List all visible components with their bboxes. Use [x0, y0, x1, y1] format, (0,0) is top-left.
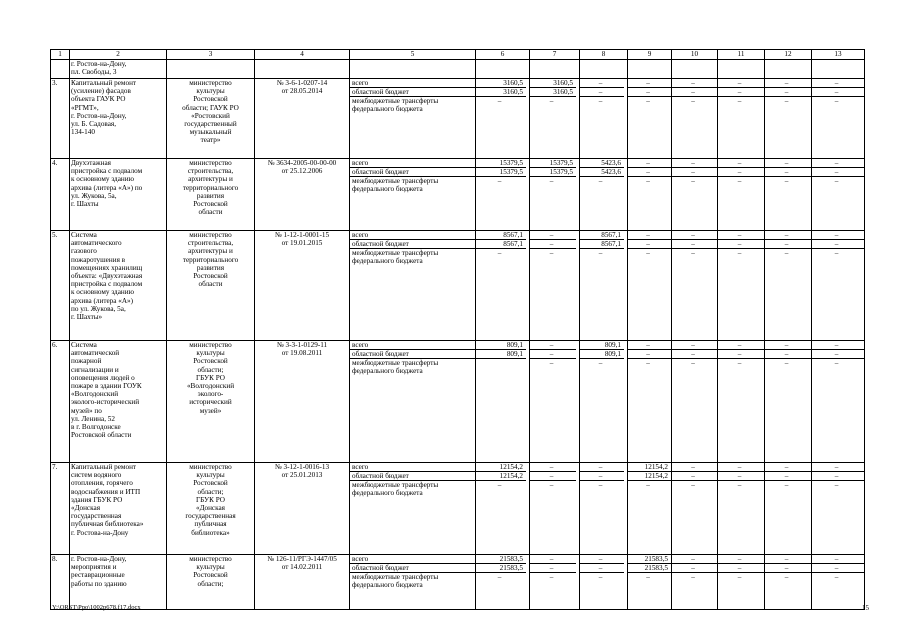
- funding-value: –: [812, 463, 864, 472]
- column-number: 6: [476, 50, 530, 60]
- value-cell: [765, 159, 812, 231]
- document-number: № 3-6-1-0207-14 от 28.05.2014: [255, 79, 350, 159]
- funding-value: –: [672, 159, 717, 168]
- funding-value: –: [718, 79, 764, 88]
- continuation-row: [51, 60, 865, 79]
- funding-value: –: [784, 573, 789, 581]
- funding-value: 809,1: [476, 350, 526, 359]
- funding-value: –: [672, 350, 717, 359]
- object-name: Система автоматического газового пожаротушения в помещениях хранилищ объекта: «Двухэтажная пристройка с подвалом к основному зданию архива (литера «А») по ул. Жукова, 5а, г. Шахты»: [70, 231, 167, 341]
- funding-value: –: [765, 472, 811, 481]
- funding-sources: [350, 341, 476, 463]
- funding-value: –: [691, 573, 695, 581]
- footer-page-number: 15: [862, 604, 869, 612]
- funding-source-label: областной бюджет: [350, 168, 475, 177]
- value-cell: [580, 555, 628, 610]
- value-cell: [812, 231, 865, 341]
- value-cell: [476, 231, 530, 341]
- value-cell: [628, 79, 672, 159]
- value-cell: [672, 463, 718, 555]
- funding-value: –: [497, 481, 502, 489]
- funding-value: 5423,6: [580, 159, 624, 168]
- funding-value: –: [549, 177, 554, 185]
- funding-value: –: [530, 463, 576, 472]
- funding-value: 809,1: [476, 341, 526, 350]
- value-cell: [672, 341, 718, 463]
- object-name: Капитальный ремонт систем водяного отопления, горячего водоснабжения и ИТП здания ГБУК РО «Донская государственная публичная библиотека» г. Ростова-на-Дону: [70, 463, 167, 555]
- value-cell: [812, 341, 865, 463]
- funding-value: –: [812, 472, 864, 481]
- funding-value: –: [784, 481, 789, 489]
- funding-value: –: [718, 168, 764, 177]
- value-cell: [672, 79, 718, 159]
- value-cell: [672, 555, 718, 610]
- object-name: Система автоматической пожарной сигнализации и оповещения людей о пожаре в здании ГОУК «Волгодонский эколого-исторический музей» по ул. Ленина, 52 в г. Волгодонске Ростовской области: [70, 341, 167, 463]
- funding-value: 12154,2: [476, 463, 526, 472]
- customer-name: министерство строительства, архитектуры и территориального развития Ростовской области: [167, 231, 255, 341]
- document-number: № 1-12-1-0001-15 от 19.01.2015: [255, 231, 350, 341]
- funding-value: –: [549, 359, 554, 367]
- document-number: № 3-3-1-0129-11 от 19.08.2011: [255, 341, 350, 463]
- funding-value: –: [718, 472, 764, 481]
- funding-source-label: всего: [350, 79, 475, 88]
- funding-value: –: [672, 231, 717, 240]
- value-cell: [765, 79, 812, 159]
- funding-value: –: [691, 481, 695, 489]
- funding-value: –: [672, 341, 717, 350]
- funding-value: –: [718, 159, 764, 168]
- funding-value: 8567,1: [580, 240, 624, 249]
- column-number: 13: [812, 50, 865, 60]
- column-number: 3: [167, 50, 255, 60]
- funding-value: –: [580, 555, 624, 564]
- funding-source-label: всего: [350, 231, 475, 240]
- funding-value: –: [530, 240, 576, 249]
- funding-value: –: [549, 481, 554, 489]
- funding-value: –: [812, 564, 864, 573]
- column-number: 5: [350, 50, 476, 60]
- funding-value: –: [497, 97, 502, 105]
- funding-value: –: [765, 88, 811, 97]
- value-cell: [476, 463, 530, 555]
- funding-value: –: [646, 481, 650, 489]
- funding-value: –: [765, 555, 811, 564]
- value-cell: [580, 159, 628, 231]
- funding-value: –: [718, 555, 764, 564]
- value-cell: [672, 231, 718, 341]
- budget-table: [50, 49, 865, 610]
- table-row: [51, 79, 865, 159]
- column-number: 2: [70, 50, 167, 60]
- continuation-name: г. Ростов-на-Дону, пл. Свободы, 3: [70, 60, 167, 79]
- funding-value: 15379,5: [476, 168, 526, 177]
- funding-value: 3160,5: [476, 79, 526, 88]
- row-number: 4.: [51, 159, 70, 231]
- funding-value: –: [672, 168, 717, 177]
- funding-value: –: [646, 177, 650, 185]
- funding-value: –: [691, 359, 695, 367]
- object-name: г. Ростов-на-Дону, мероприятия и реставрационные работы по зданию: [70, 555, 167, 610]
- funding-value: 809,1: [580, 341, 624, 350]
- value-cell: [628, 341, 672, 463]
- funding-value: –: [580, 88, 624, 97]
- value-cell: [672, 159, 718, 231]
- value-cell: [718, 341, 765, 463]
- funding-value: –: [646, 249, 650, 257]
- funding-value: –: [834, 177, 839, 185]
- funding-value: 15379,5: [530, 159, 576, 168]
- funding-value: 12154,2: [476, 472, 526, 481]
- funding-value: –: [812, 231, 864, 240]
- value-cell: [628, 231, 672, 341]
- funding-value: –: [672, 472, 717, 481]
- column-number: 8: [580, 50, 628, 60]
- funding-value: 8567,1: [580, 231, 624, 240]
- funding-value: –: [834, 97, 839, 105]
- customer-name: министерство культуры Ростовской области; ГБУК РО «Донская государственная публичная библиотека»: [167, 463, 255, 555]
- funding-value: –: [834, 481, 839, 489]
- funding-value: 12154,2: [628, 463, 671, 472]
- funding-source-label: межбюджетные трансферты федерального бюджета: [352, 481, 439, 497]
- document-number: № 126-11/РГЭ-1447/05 от 14.02.2011: [255, 555, 350, 610]
- table-row: [51, 159, 865, 231]
- funding-value: 3160,5: [530, 79, 576, 88]
- funding-sources: [350, 463, 476, 555]
- funding-value: –: [812, 350, 864, 359]
- funding-value: –: [672, 88, 717, 97]
- funding-value: –: [646, 573, 650, 581]
- funding-value: –: [598, 481, 603, 489]
- funding-source-label: всего: [350, 341, 475, 350]
- funding-value: 12154,2: [628, 472, 671, 481]
- funding-value: –: [497, 249, 502, 257]
- value-cell: [580, 231, 628, 341]
- value-cell: [530, 341, 580, 463]
- column-number: 9: [628, 50, 672, 60]
- funding-value: –: [812, 88, 864, 97]
- value-cell: [580, 79, 628, 159]
- funding-value: –: [628, 88, 671, 97]
- funding-value: –: [598, 177, 603, 185]
- funding-value: –: [737, 177, 742, 185]
- funding-value: –: [672, 564, 717, 573]
- funding-value: –: [718, 350, 764, 359]
- value-cell: [812, 555, 865, 610]
- table-row: [51, 463, 865, 555]
- value-cell: [628, 555, 672, 610]
- funding-value: –: [718, 231, 764, 240]
- header-row: [51, 50, 865, 60]
- table-row: [51, 231, 865, 341]
- funding-value: –: [628, 168, 671, 177]
- funding-value: –: [765, 341, 811, 350]
- value-cell: [530, 159, 580, 231]
- funding-value: –: [628, 231, 671, 240]
- column-number: 4: [255, 50, 350, 60]
- funding-value: –: [765, 79, 811, 88]
- funding-value: 21583,5: [628, 564, 671, 573]
- funding-source-label: областной бюджет: [350, 564, 475, 573]
- row-number: 3.: [51, 79, 70, 159]
- funding-value: 8567,1: [476, 240, 526, 249]
- funding-value: –: [628, 159, 671, 168]
- funding-value: 5423,6: [580, 168, 624, 177]
- funding-value: –: [628, 341, 671, 350]
- value-cell: [718, 159, 765, 231]
- funding-value: –: [646, 97, 650, 105]
- table-row: [51, 555, 865, 610]
- row-number: 7.: [51, 463, 70, 555]
- column-number: 12: [765, 50, 812, 60]
- funding-value: –: [812, 168, 864, 177]
- funding-source-label: всего: [350, 463, 475, 472]
- funding-value: –: [784, 249, 789, 257]
- funding-value: –: [497, 177, 502, 185]
- funding-source-label: межбюджетные трансферты федерального бюджета: [352, 249, 439, 265]
- funding-value: –: [549, 249, 554, 257]
- funding-value: 3160,5: [530, 88, 576, 97]
- funding-value: –: [718, 341, 764, 350]
- funding-value: –: [737, 97, 742, 105]
- funding-value: –: [737, 481, 742, 489]
- funding-value: 21583,5: [628, 555, 671, 564]
- funding-value: –: [672, 555, 717, 564]
- funding-value: –: [784, 97, 789, 105]
- value-cell: [628, 159, 672, 231]
- value-cell: [476, 159, 530, 231]
- funding-source-label: межбюджетные трансферты федерального бюджета: [352, 177, 439, 193]
- value-cell: [530, 231, 580, 341]
- value-cell: [718, 231, 765, 341]
- column-number: 11: [718, 50, 765, 60]
- funding-value: –: [812, 240, 864, 249]
- column-number: 7: [530, 50, 580, 60]
- funding-value: 3160,5: [476, 88, 526, 97]
- value-cell: [812, 79, 865, 159]
- customer-name: министерство культуры Ростовской области; ГАУК РО «Ростовский государственный музыкальный театр»: [167, 79, 255, 159]
- funding-value: –: [737, 573, 742, 581]
- value-cell: [765, 555, 812, 610]
- object-name: Капитальный ремонт (усиление) фасадов объекта ГАУК РО «РГМТ», г. Ростов-на-Дону, ул. Б. Садовая, 134-140: [70, 79, 167, 159]
- funding-value: –: [598, 573, 603, 581]
- funding-value: –: [598, 97, 603, 105]
- funding-source-label: областной бюджет: [350, 88, 475, 97]
- funding-value: –: [672, 463, 717, 472]
- document-number: № 3634-2005-00-00-00 от 25.12.2006: [255, 159, 350, 231]
- funding-source-label: всего: [350, 555, 475, 564]
- funding-value: –: [834, 359, 839, 367]
- funding-value: –: [691, 97, 695, 105]
- funding-value: –: [784, 177, 789, 185]
- customer-name: министерство строительства, архитектуры и территориального развития Ростовской области: [167, 159, 255, 231]
- funding-value: 21583,5: [476, 555, 526, 564]
- row-number: 8.: [51, 555, 70, 610]
- value-cell: [718, 555, 765, 610]
- funding-value: –: [549, 97, 554, 105]
- funding-value: –: [718, 463, 764, 472]
- funding-value: 15379,5: [476, 159, 526, 168]
- funding-value: –: [530, 564, 576, 573]
- funding-sources: [350, 231, 476, 341]
- funding-value: –: [628, 79, 671, 88]
- value-cell: [718, 79, 765, 159]
- funding-source-label: всего: [350, 159, 475, 168]
- funding-value: –: [765, 168, 811, 177]
- funding-source-label: межбюджетные трансферты федерального бюджета: [352, 97, 439, 113]
- funding-value: –: [718, 240, 764, 249]
- funding-value: –: [497, 573, 502, 581]
- funding-value: 809,1: [580, 350, 624, 359]
- funding-value: –: [530, 472, 576, 481]
- value-cell: [765, 231, 812, 341]
- funding-value: –: [580, 463, 624, 472]
- funding-value: –: [580, 79, 624, 88]
- table-body: [51, 60, 865, 610]
- funding-value: –: [691, 249, 695, 257]
- document-number: № 3-12-1-0016-13 от 25.01.2013: [255, 463, 350, 555]
- funding-source-label: областной бюджет: [350, 472, 475, 481]
- footer-file-path: Y:\ORST\Ppo\1002p678.f17.docx: [52, 604, 141, 611]
- row-number: 6.: [51, 341, 70, 463]
- funding-value: –: [628, 240, 671, 249]
- funding-source-label: межбюджетные трансферты федерального бюджета: [352, 573, 439, 589]
- funding-value: –: [812, 159, 864, 168]
- funding-sources: [350, 555, 476, 610]
- funding-value: –: [812, 341, 864, 350]
- value-cell: [580, 341, 628, 463]
- funding-value: –: [530, 231, 576, 240]
- customer-name: министерство культуры Ростовской области; ГБУК РО «Волгодонский эколого- исторический музей»: [167, 341, 255, 463]
- funding-value: –: [549, 573, 554, 581]
- funding-value: –: [765, 240, 811, 249]
- funding-value: –: [765, 231, 811, 240]
- table-row: [51, 341, 865, 463]
- value-cell: [765, 341, 812, 463]
- funding-value: 21583,5: [476, 564, 526, 573]
- funding-value: –: [691, 177, 695, 185]
- funding-value: –: [834, 573, 839, 581]
- value-cell: [718, 463, 765, 555]
- funding-value: –: [530, 341, 576, 350]
- funding-value: –: [784, 359, 789, 367]
- funding-value: –: [530, 350, 576, 359]
- funding-value: –: [598, 249, 603, 257]
- value-cell: [476, 341, 530, 463]
- value-cell: [812, 159, 865, 231]
- customer-name: министерство культуры Ростовской области;: [167, 555, 255, 610]
- funding-value: –: [672, 79, 717, 88]
- funding-value: –: [765, 564, 811, 573]
- funding-value: –: [765, 463, 811, 472]
- funding-value: –: [812, 555, 864, 564]
- funding-value: –: [812, 79, 864, 88]
- funding-value: –: [628, 350, 671, 359]
- funding-value: –: [646, 359, 650, 367]
- funding-value: 15379,5: [530, 168, 576, 177]
- funding-sources: [350, 79, 476, 159]
- funding-value: –: [718, 88, 764, 97]
- funding-value: –: [580, 472, 624, 481]
- funding-source-label: межбюджетные трансферты федерального бюджета: [352, 359, 439, 375]
- funding-value: –: [672, 240, 717, 249]
- value-cell: [476, 79, 530, 159]
- funding-source-label: областной бюджет: [350, 240, 475, 249]
- column-number: 1: [51, 50, 70, 60]
- value-cell: [765, 463, 812, 555]
- value-cell: [530, 555, 580, 610]
- funding-source-label: областной бюджет: [350, 350, 475, 359]
- column-number: 10: [672, 50, 718, 60]
- row-number: 5.: [51, 231, 70, 341]
- value-cell: [812, 463, 865, 555]
- value-cell: [476, 555, 530, 610]
- value-cell: [530, 463, 580, 555]
- funding-value: –: [580, 564, 624, 573]
- funding-value: –: [737, 359, 742, 367]
- funding-value: –: [737, 249, 742, 257]
- funding-sources: [350, 159, 476, 231]
- funding-value: 8567,1: [476, 231, 526, 240]
- funding-value: –: [530, 555, 576, 564]
- value-cell: [530, 79, 580, 159]
- funding-value: –: [598, 359, 603, 367]
- value-cell: [580, 463, 628, 555]
- value-cell: [628, 463, 672, 555]
- funding-value: –: [834, 249, 839, 257]
- funding-value: –: [765, 159, 811, 168]
- funding-value: –: [765, 350, 811, 359]
- funding-value: –: [718, 564, 764, 573]
- object-name: Двухэтажная пристройка с подвалом к основному зданию архива (литера «А») по ул. Жукова, 5а, г. Шахты: [70, 159, 167, 231]
